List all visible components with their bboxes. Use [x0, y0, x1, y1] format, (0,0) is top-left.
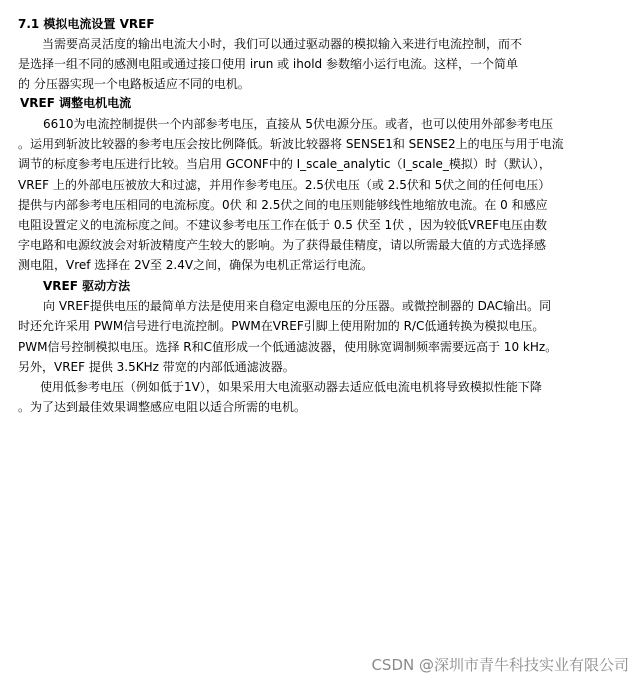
paragraph-1-line-3: 的 分压器实现一个电路板适应不同的电机。: [18, 77, 250, 91]
paragraph-1-line-1: 当需要高灵活度的输出电流大小时，我们可以通过驱动器的模拟输入来进行电流控制，而不: [42, 37, 523, 51]
paragraph-3-line-4: 另外，VREF 提供 3.5KHz 带宽的内部低通滤波器。: [18, 360, 295, 374]
paragraph-4-line-1: 使用低参考电压（例如低于1V），如果采用大电流驱动器去适应低电流电机将导致模拟性能下降: [40, 380, 542, 394]
subheading-vref-drive: VREF 驱动方法: [43, 279, 131, 293]
section-heading-7-1: 7.1 模拟电流设置 VREF: [18, 17, 155, 31]
paragraph-3-line-1: 向 VREF提供电压的最简单方法是使用来自稳定电源电压的分压器。或微控制器的 DAC输出。同: [43, 299, 552, 313]
paragraph-2-line-1: 6610为电流控制提供一个内部参考电压，直接从 5伏电源分压。或者，也可以使用外部参考电压: [43, 117, 553, 131]
paragraph-1-line-2: 是选择一组不同的感测电阻或通过接口使用 irun 或 ihold 参数缩小运行电流。这样，一个简单: [18, 57, 518, 71]
paragraph-3-line-2: 时还允许采用 PWM信号进行电流控制。PWM在VREF引脚上使用附加的 R/C低通转换为模拟电压。: [18, 319, 545, 333]
paragraph-2-line-5: 提供与内部参考电压相同的电流标度。0伏 和 2.5伏之间的电压则能够线性地缩放电流。在 0 和感应: [18, 198, 548, 212]
paragraph-2-line-4: VREF 上的外部电压被放大和过滤，并用作参考电压。2.5伏电压（或 2.5伏和 5伏之间的任何电压）: [18, 178, 551, 192]
paragraph-4-line-2: 。为了达到最佳效果调整感应电阻以适合所需的电机。: [18, 400, 307, 414]
paragraph-2-line-3: 调节的标度参考电压进行比较。当启用 GCONF中的 I_scale_analytic（I_scale_模拟）时（默认），: [18, 157, 551, 171]
csdn-watermark: CSDN @深圳市青牛科技实业有限公司: [371, 656, 629, 674]
paragraph-2-line-8: 测电阻，Vref 选择在 2V至 2.4V之间，确保为电机正常运行电流。: [18, 258, 374, 272]
paragraph-2-line-7: 字电路和电源纹波会对斩波精度产生较大的影响。为了获得最佳精度，请以所需最大值的方式选择感: [18, 238, 547, 252]
paragraph-3-line-3: PWM信号控制模拟电压。选择 R和C值形成一个低通滤波器，使用脉宽调制频率需要远高于 10 kHz。: [18, 340, 558, 354]
paragraph-2-line-2: 。运用到斩波比较器的参考电压会按比例降低。斩波比较器将 SENSE1和 SENSE2上的电压与用于电流: [18, 137, 564, 151]
subheading-vref-adjust: VREF 调整电机电流: [20, 96, 132, 110]
paragraph-2-line-6: 电阻设置定义的电流标度之间。不建议参考电压工作在低于 0.5 伏至 1伏 ，因为较低VREF电压由数: [18, 218, 548, 232]
